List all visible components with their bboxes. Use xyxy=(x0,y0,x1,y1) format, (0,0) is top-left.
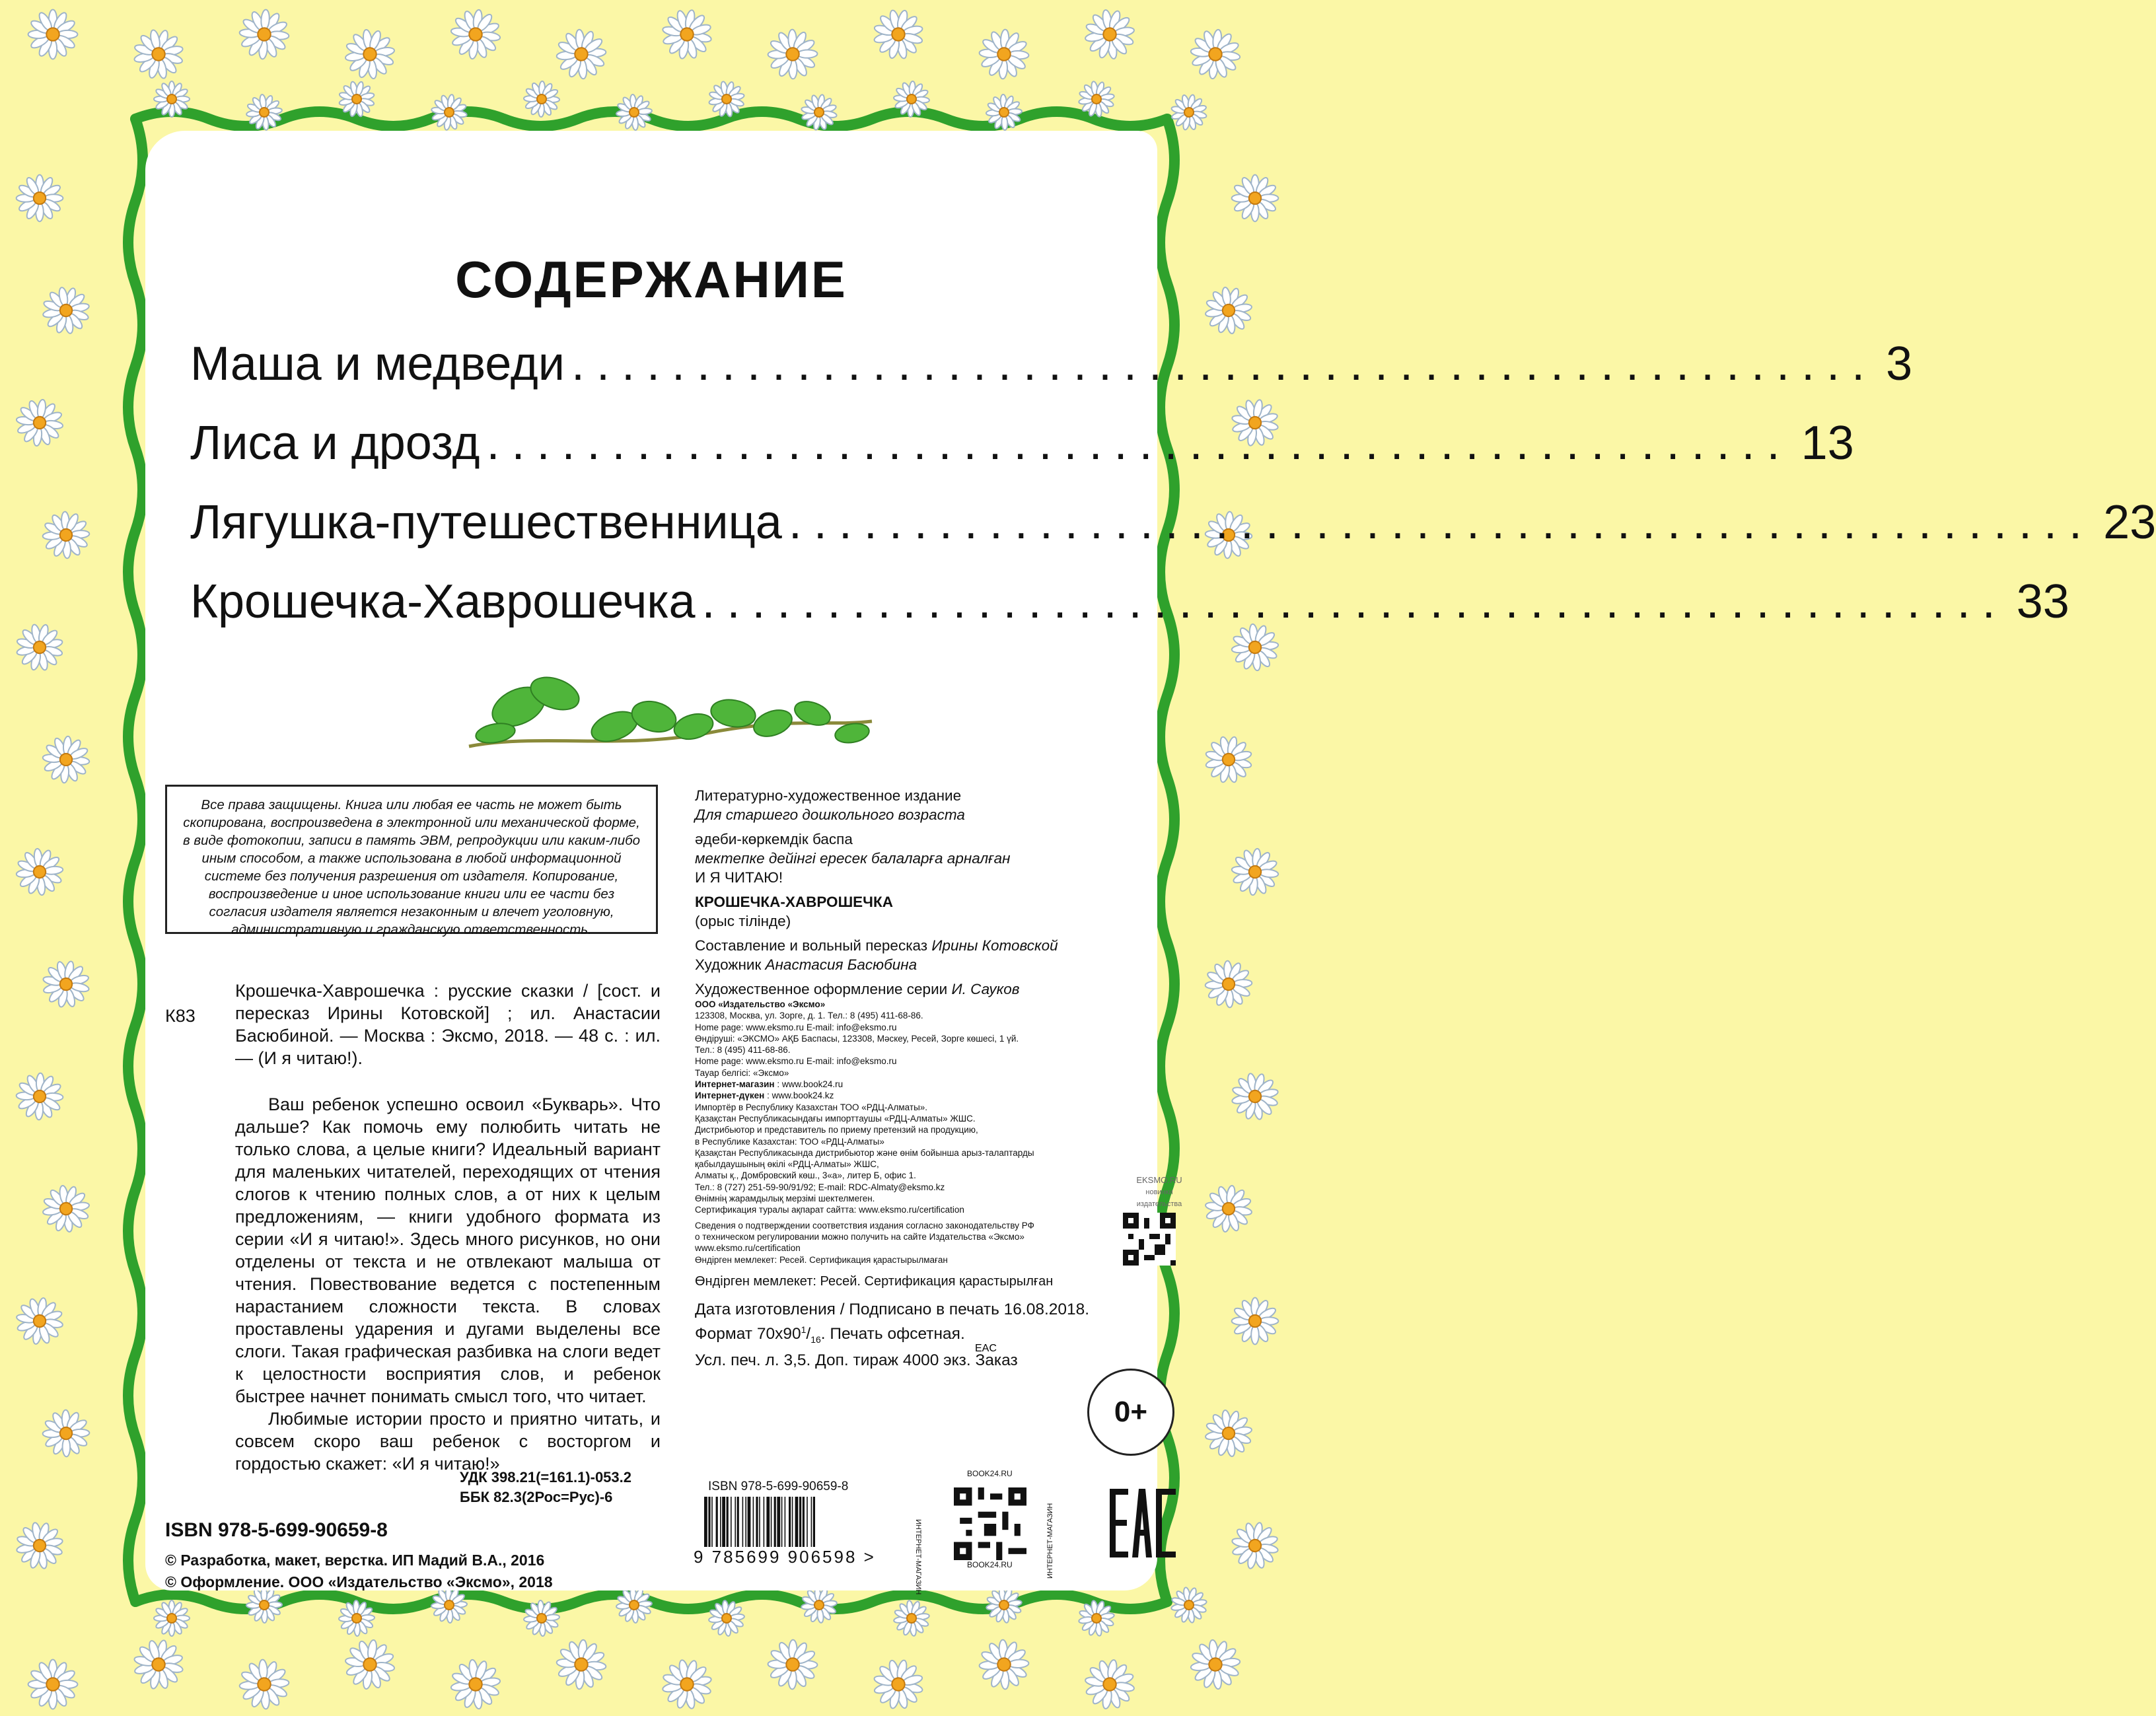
daisy-icon xyxy=(426,89,472,135)
barcode-bar xyxy=(795,1497,799,1547)
toc-leader-dots: .................................................... xyxy=(701,575,2007,628)
copyright-lines xyxy=(165,1550,553,1593)
barcode-bar xyxy=(748,1497,751,1547)
barcode-bar xyxy=(777,1497,780,1547)
daisy-icon xyxy=(1202,1182,1256,1236)
toc-item-title: Лиса и дрозд xyxy=(190,416,486,470)
series-name: И Я ЧИТАЮ! xyxy=(695,869,783,886)
shop-kz-label: Интернет-дүкен xyxy=(695,1090,765,1101)
small-print-line: Тел.: 8 (495) 411-68-86. xyxy=(695,1045,791,1055)
bibliographic-entry: Крошечка-Хаврошечка : русские сказки / [сост. и пересказ Ирины Котовской] ; ил. Анастасии Басюбиной. — Москва : Эксмо, 2018. — 48 с. : ил. — (И я читаю!). xyxy=(235,981,661,1068)
toc-item-title: Маша и медведи xyxy=(190,337,571,391)
daisy-icon xyxy=(971,21,1038,88)
daisy-icon xyxy=(768,1639,818,1690)
toc-leader-dots: .................................................... xyxy=(571,338,1877,390)
publisher-name: ООО «Издательство «Эксмо» xyxy=(695,999,826,1009)
toc-item xyxy=(190,337,1913,416)
artist-line xyxy=(695,955,1131,974)
eksmo-sub-label: новинки издательства xyxy=(1136,1188,1182,1208)
small-print-line: қабылдаушының өкілі «РДЦ-Алматы» ЖШС, xyxy=(695,1159,879,1170)
barcode-bar xyxy=(727,1497,729,1547)
daisy-icon xyxy=(1225,1516,1284,1575)
eksmo-qr-label xyxy=(1123,1174,1196,1210)
toc-item xyxy=(190,575,2069,654)
small-print-line: Сведения о подтверждении соответствия издания согласно законодательству РФ xyxy=(695,1220,1034,1231)
daisy-icon xyxy=(1232,175,1279,222)
daisy-icon xyxy=(41,734,92,785)
daisy-icon xyxy=(610,89,658,136)
daisy-icon xyxy=(863,0,933,69)
barcode-bar xyxy=(711,1497,713,1547)
shop-label: Интернет-магазин xyxy=(695,1079,775,1090)
barcode-bar xyxy=(756,1497,758,1547)
small-print-line: www.eksmo.ru/certification xyxy=(695,1243,801,1254)
barcode-bar xyxy=(764,1497,765,1547)
toc-item-title: Крошечка-Хаврошечка xyxy=(190,575,702,629)
format-line: Формат $70х90^1/_{16}$. Печать офсетная. xyxy=(695,1324,965,1345)
toc-item xyxy=(190,416,1854,495)
daisy-icon xyxy=(127,23,190,85)
daisy-icon xyxy=(1196,1400,1261,1466)
toc-item-page: 13 xyxy=(1801,417,1854,470)
toc-item xyxy=(190,495,2156,575)
small-print-line: Қазақстан Республикасындағы импорттаушы «РДЦ-Алматы» ЖШС. xyxy=(695,1113,976,1124)
compiler-line xyxy=(695,936,1131,955)
daisy-icon xyxy=(759,20,826,88)
daisy-icon xyxy=(154,1600,190,1636)
design-line xyxy=(695,980,1131,999)
barcode-bar xyxy=(745,1497,746,1547)
barcode-bar xyxy=(735,1497,736,1547)
daisy-icon xyxy=(230,0,299,69)
barcode-bar xyxy=(813,1497,815,1547)
daisy-icon xyxy=(28,10,78,59)
book24-side-label: ИНТЕРНЕТ-МАГАЗИН xyxy=(1046,1503,1054,1579)
daisy-icon xyxy=(34,503,98,567)
small-print-line xyxy=(695,1090,1131,1101)
daisy-icon xyxy=(34,1402,98,1465)
daisy-icon xyxy=(443,2,507,66)
daisy-icon xyxy=(1164,1580,1214,1630)
toc-item-page: 33 xyxy=(2016,575,2069,628)
toc-title: СОДЕРЖАНИЕ xyxy=(455,250,847,308)
daisy-icon xyxy=(441,1649,510,1716)
barcode-bar xyxy=(789,1497,791,1547)
barcode-bar xyxy=(759,1497,760,1547)
daisy-icon xyxy=(1196,952,1261,1017)
daisy-icon xyxy=(554,27,608,81)
daisy-icon xyxy=(335,19,404,89)
daisy-icon xyxy=(658,1655,717,1714)
small-print-line: Импортёр в Республику Казахстан ТОО «РДЦ-Алматы». xyxy=(695,1102,928,1112)
small-print-line: в Республике Казахстан: ТОО «РДЦ-Алматы» xyxy=(695,1136,884,1147)
book24-side-label: ИНТЕРНЕТ-МАГАЗИН xyxy=(914,1519,922,1595)
daisy-icon xyxy=(1223,1289,1287,1353)
toc-item-page: 3 xyxy=(1886,338,1913,390)
daisy-icon xyxy=(9,841,70,902)
barcode-bar xyxy=(766,1497,770,1547)
daisy-icon xyxy=(1229,622,1281,673)
eksmo-label: EKSMO.RU xyxy=(1136,1175,1182,1185)
eksmo-qr-code xyxy=(1123,1213,1176,1266)
artist-name: Анастасия Басюбина xyxy=(765,956,917,973)
barcode-bar xyxy=(774,1497,776,1547)
barcode-bar xyxy=(807,1497,808,1547)
designer-name: И. Сауков xyxy=(951,981,1020,997)
annotation-paragraph: Ваш ребенок успешно освоил «Букварь». Что дальше? Как помочь ему полюбить читать не только слова, а целые книги? Идеальный вариант для маленьких читателей, переходящих от чтения слогов к чтению полных слов, а от них к целым предложениям, — книги удобного формата из серии «И я читаю!». Здесь много рисунков, но они отделены от текста и не отвлекают малыша от чтения. Повествование ведется с постепенным нарастанием сложности текста. В словах проставлены ударения и дугами выделены все слоги. Такая графическая разбивка на слоги ведет к целостности восприятия слов, и ребенок быстрее начнет понимать смысл того, что читает. xyxy=(235,1094,661,1406)
small-print-line: Алматы қ., Домбровский көш., 3«а», литер Б, офис 1. xyxy=(695,1170,916,1181)
copyright-line: © Оформление. ООО «Издательство «Эксмо», 2018 xyxy=(165,1573,553,1591)
daisy-icon xyxy=(40,1182,93,1236)
small-print-line: о техническом регулировании можно получить на сайте Издательства «Эксмо» xyxy=(695,1231,1024,1242)
daisy-icon xyxy=(28,1660,78,1709)
toc-leader-dots: .................................................... xyxy=(788,496,2095,549)
small-print-line: Сертификация туралы ақпарат сайтта: www.eksmo.ru/certification xyxy=(695,1205,964,1215)
barcode-bar xyxy=(722,1497,725,1547)
table-of-contents xyxy=(190,337,2156,654)
barcode-bar xyxy=(716,1497,718,1547)
annotation-paragraph: Любимые истории просто и приятно читать, и совсем скоро ваш ребенок с восторгом и гордостью скажет: «И я читаю!» xyxy=(235,1409,661,1474)
barcode-bar xyxy=(811,1497,812,1547)
daisy-icon xyxy=(129,1635,188,1694)
book24-qr-code xyxy=(954,1487,1026,1560)
small-print-line: Өндірген мемлекет: Ресей. Сертификация қарастырылмаған xyxy=(695,1254,948,1265)
barcode-bar xyxy=(785,1497,786,1547)
library-code: К83 xyxy=(165,1006,196,1026)
format-sup: 1 xyxy=(801,1324,807,1335)
daisy-icon xyxy=(1181,1630,1250,1699)
barcode-bar xyxy=(708,1497,710,1547)
daisy-icon xyxy=(869,1655,929,1715)
barcode-bar xyxy=(799,1497,801,1547)
small-print-line: Өндіруші: «ЭКСМО» АҚБ Баспасы, 123308, Мәскеу, Ресей, Зорге көшесі, 1 үй. xyxy=(695,1033,1019,1044)
shop-kz-url: : www.book24.kz xyxy=(764,1090,834,1101)
imprint-line: әдеби-көркемдік баспа xyxy=(695,831,853,847)
leaf-branch-illustration xyxy=(456,667,879,766)
small-print-line: Дистрибьютор и представитель по приему претензий на продукцию, xyxy=(695,1125,978,1135)
small-print-line: 123308, Москва, ул. Зорге, д. 1. Тел.: 8 (495) 411-68-86. xyxy=(695,1011,923,1021)
barcode-bar xyxy=(742,1497,744,1547)
shop-url: : www.book24.ru xyxy=(774,1079,844,1090)
daisy-icon xyxy=(548,1631,614,1698)
toc-item-title: Лягушка-путешественница xyxy=(190,495,789,550)
barcode-bar xyxy=(792,1497,793,1547)
daisy-icon xyxy=(1223,840,1288,905)
daisy-icon xyxy=(1081,6,1139,63)
barcode xyxy=(704,1497,896,1550)
daisy-icon xyxy=(33,951,99,1017)
barcode-bar xyxy=(704,1497,707,1547)
age-rating-badge xyxy=(1087,1369,1174,1456)
barcode-bar xyxy=(771,1497,772,1547)
language-note: (орыс тілінде) xyxy=(695,913,791,929)
daisy-icon xyxy=(971,1631,1038,1698)
daisy-icon xyxy=(335,1629,404,1699)
daisy-icon xyxy=(1227,1069,1283,1124)
daisy-icon xyxy=(1075,1649,1144,1716)
format-sub: 16 xyxy=(810,1334,821,1345)
barcode-bar xyxy=(737,1497,739,1547)
vine-stem xyxy=(128,119,143,1602)
daisy-icon xyxy=(13,1294,67,1348)
daisy-icon xyxy=(658,5,717,64)
classification-codes xyxy=(460,1468,631,1507)
daisy-icon xyxy=(523,81,560,118)
small-print-line: Home page: www.eksmo.ru E-mail: info@eksmo.ru xyxy=(695,1056,897,1067)
daisy-icon xyxy=(1188,26,1242,81)
barcode-digits: 9 785699 906598 > xyxy=(694,1547,876,1567)
publisher-contact xyxy=(695,1010,1131,1266)
copyright-line: © Разработка, макет, верстка. ИП Мадий В.А., 2016 xyxy=(165,1552,545,1569)
toc-leader-dots: .................................................... xyxy=(486,417,1792,470)
barcode-bar xyxy=(781,1497,783,1547)
daisy-icon xyxy=(11,619,68,676)
book24-label: BOOK24.RU xyxy=(967,1469,1013,1478)
bbk-code: ББК 82.3(2Рос=Рус)-6 xyxy=(460,1489,613,1505)
daisy-icon xyxy=(17,175,63,222)
daisy-icon xyxy=(1200,731,1258,789)
daisy-icon xyxy=(231,1651,297,1716)
design-prefix: Художественное оформление серии xyxy=(695,981,952,997)
country-line: Өндірген мемлекет: Ресей. Сертификация қарастырылған xyxy=(695,1273,1054,1289)
book24-label: BOOK24.RU xyxy=(967,1560,1013,1569)
format-text-end: . Печать офсетная. xyxy=(820,1324,965,1343)
barcode-bar xyxy=(753,1497,754,1547)
annotation xyxy=(235,1093,661,1475)
daisy-icon xyxy=(7,390,72,455)
date-line: Дата изготовления / Подписано в печать 16.08.2018. xyxy=(695,1300,1090,1318)
copyright-notice-box: Все права защищены. Книга или любая ее часть не может быть скопирована, воспроизведена в электронной или механической форме, в виде фотокопии, записи в память ЭВМ, репродукции или каким-либо иным способом, а также использована в любой информационной системе без получения разрешения от издателя. Копирование, воспроизведение и иное использование книги или ее части без согласия издателя является незаконным и влечет уголовную, административную и гражданскую ответственность. xyxy=(165,785,658,934)
imprint-line: мектепке дейінгі ересек балаларға арналған xyxy=(695,850,1011,867)
small-print-line: Тауар белгісі: «Эксмо» xyxy=(695,1067,789,1078)
small-print-line: Өнімнің жарамдылық мерзімі шектелмеген. xyxy=(695,1194,875,1204)
isbn: ISBN 978-5-699-90659-8 xyxy=(165,1519,388,1541)
format-text: Формат 70х90 xyxy=(695,1324,801,1343)
small-print-line xyxy=(695,1079,1131,1090)
artist-prefix: Художник xyxy=(695,956,766,973)
book-title: КРОШЕЧКА-ХАВРОШЕЧКА xyxy=(695,894,893,910)
compiler-name: Ирины Котовской xyxy=(931,937,1058,954)
eac-text: EAC xyxy=(975,1343,997,1354)
barcode-bar xyxy=(720,1497,721,1547)
small-print-line: Қазақстан Республикасында дистрибьютор және өнім бойынша арыз-талаптарды xyxy=(695,1147,1034,1158)
barcode-isbn: ISBN 978-5-699-90659-8 xyxy=(708,1480,849,1493)
daisy-icon xyxy=(7,1513,73,1579)
barcode-bar xyxy=(731,1497,732,1547)
small-print-line: Home page: www.eksmo.ru E-mail: info@eksmo.ru xyxy=(695,1022,897,1032)
imprint-line: Литературно-художественное издание xyxy=(695,787,962,804)
daisy-icon xyxy=(518,1594,565,1642)
imprint-line: Для старшего дошкольного возраста xyxy=(695,806,965,823)
print-line: Усл. печ. л. 3,5. Доп. тираж 4000 экз. Заказ xyxy=(695,1351,1018,1369)
compiler-prefix: Составление и вольный пересказ xyxy=(695,937,932,954)
daisy-icon xyxy=(8,1065,71,1128)
daisy-icon xyxy=(984,1585,1024,1626)
imprint-block xyxy=(695,786,1131,1371)
small-print-line: Тел.: 8 (727) 251-59-90/91/92; E-mail: RDC-Almaty@eksmo.kz xyxy=(695,1182,945,1192)
toc-item-page: 23 xyxy=(2103,496,2156,549)
barcode-bar xyxy=(803,1497,805,1547)
age-rating: 0+ xyxy=(1114,1396,1148,1428)
udk-code: УДК 398.21(=161.1)-053.2 xyxy=(460,1469,632,1485)
